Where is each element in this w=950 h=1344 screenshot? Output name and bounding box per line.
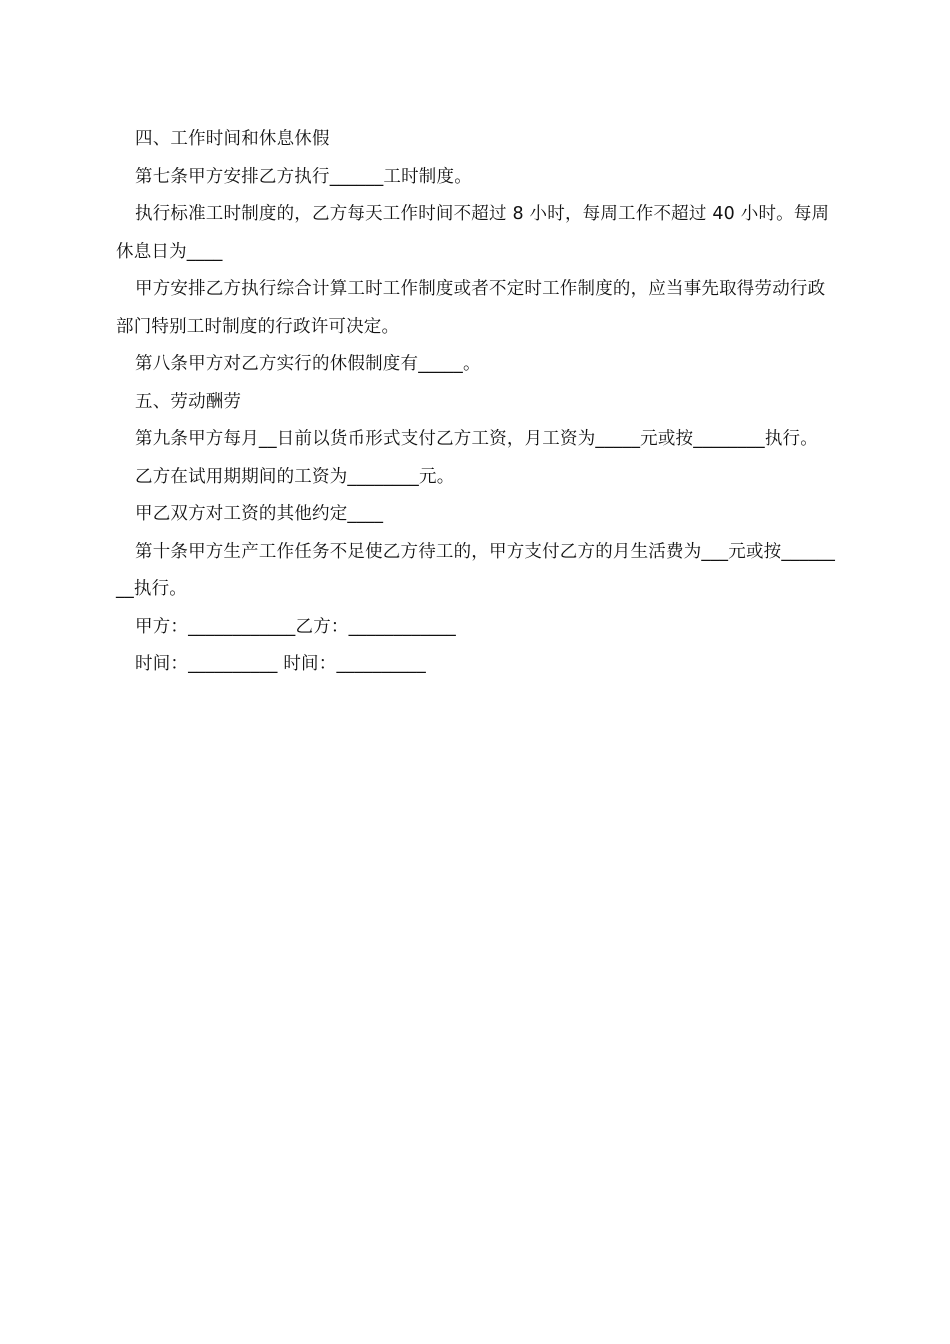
signature-parties-line: 甲方：____________乙方：____________ bbox=[135, 616, 456, 637]
standard-hours-paragraph: 执行标准工时制度的，乙方每天工作时间不超过 8 小时，每周工作不超过 40 小时。每周休息日为____ bbox=[116, 204, 830, 262]
section-heading-remuneration: 五、劳动酬劳 bbox=[135, 391, 242, 412]
article-8-paragraph: 第八条甲方对乙方实行的休假制度有_____。 bbox=[135, 354, 481, 374]
probation-wage-paragraph: 乙方在试用期期间的工资为________元。 bbox=[135, 466, 455, 487]
signature-date-line: 时间：__________ 时间：__________ bbox=[135, 654, 426, 674]
article-7-paragraph: 第七条甲方安排乙方执行______工时制度。 bbox=[135, 166, 472, 187]
article-9-paragraph: 第九条甲方每月__日前以货币形式支付乙方工资，月工资为_____元或按________执行。 bbox=[135, 429, 818, 449]
flexible-hours-paragraph: 甲方安排乙方执行综合计算工时工作制度或者不定时工作制度的，应当事先取得劳动行政部门特别工时制度的行政许可决定。 bbox=[116, 279, 826, 337]
section-heading-work-hours: 四、工作时间和休息休假 bbox=[135, 129, 330, 149]
document-body bbox=[116, 121, 838, 684]
other-wage-agreement-paragraph: 甲乙双方对工资的其他约定____ bbox=[135, 504, 384, 524]
article-10-paragraph: 第十条甲方生产工作任务不足使乙方待工的，甲方支付乙方的月生活费为___元或按________执行。 bbox=[116, 541, 836, 599]
